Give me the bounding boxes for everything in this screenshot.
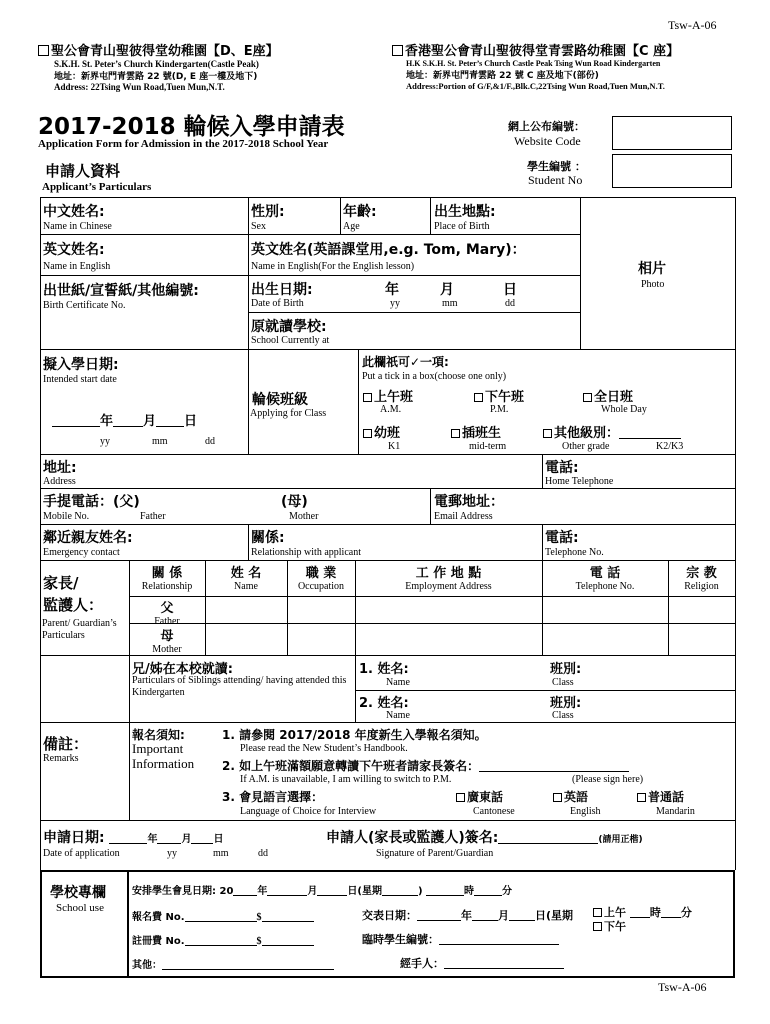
sibling2-class-en: Class (552, 710, 574, 721)
school-use-pm-checkbox[interactable] (593, 922, 602, 931)
remark-item-3-en: Language of Choice for Interview (240, 806, 377, 817)
siblings-label: 兄/姊在本校就讀: (132, 662, 233, 677)
remark-item-2: 2. 如上午班滿額願意轉讀下午班者請家長簽名： (222, 757, 629, 774)
guardian-header-telephone: 電 話 Telephone No. (575, 566, 635, 592)
school2-address-en: Address:Portion of G/F,&1/F.,Blk.C,22Tsing Wun Road,Tuen Mun,N.T. (406, 81, 665, 91)
remark-item-1-en: Please read the New Student’s Handbook. (240, 743, 408, 754)
sex-label-en: Sex (251, 221, 266, 232)
sibling1-name-label: 1. 姓名: (359, 662, 409, 677)
guardian-header-relationship: 關 係 Relationship (141, 566, 193, 592)
photo-box[interactable] (581, 198, 734, 348)
registration-fee-row[interactable]: 註冊費 No. $ (132, 932, 314, 947)
current-school-label-en: School Currently at (251, 335, 330, 346)
birth-cert-label-en: Birth Certificate No. (43, 300, 126, 311)
option-whole-day-en: Whole Day (601, 404, 647, 415)
remark-item-2-en: If A.M. is unavailable, I am willing to switch to P.M. (240, 774, 452, 785)
lang-cantonese-en: Cantonese (473, 806, 515, 817)
remark-item-2-sign: (Please sign here) (572, 774, 644, 785)
start-date-label: 擬入學日期: (43, 357, 119, 373)
option-other-grade-en: Other grade (562, 441, 610, 452)
application-date-yy: yy (167, 848, 177, 859)
school-use-label: 學校專欄 (50, 885, 106, 901)
remarks-label: 備註： (43, 735, 89, 753)
page-subtitle: Application Form for Admission in the 2017-2018 School Year (38, 138, 329, 150)
guardian-label-1: 家長/ (43, 574, 79, 592)
english-lesson-name-label: 英文姓名(英語課堂用,e.g. Tom, Mary)： (251, 242, 526, 258)
switch-pm-signature-field[interactable] (479, 759, 629, 772)
home-tel-label: 電話: (545, 460, 579, 476)
lang-cantonese[interactable]: 廣東話 (456, 788, 503, 805)
guardian-header-name: 姓 名 Name (230, 566, 262, 592)
application-date-mm: mm (213, 848, 229, 859)
guardian-header-occupation: 職 業 Occupation (297, 566, 345, 592)
emergency-tel-label-en: Telephone No. (545, 547, 604, 558)
place-of-birth-label-en: Place of Birth (434, 221, 490, 232)
school-use-am-checkbox[interactable] (593, 908, 602, 917)
mobile-label-en: Mobile No. (43, 511, 90, 522)
am-checkbox[interactable] (363, 393, 372, 402)
option-am[interactable]: 上午班 (363, 386, 413, 405)
siblings-label-en: Particulars of Siblings attending/ having attended this Kindergarten (132, 675, 347, 698)
other-grade-checkbox[interactable] (543, 429, 552, 438)
student-no-label: 學生編號 ： (527, 160, 586, 173)
sibling1-class-label: 班別: (550, 662, 582, 677)
name-chinese-label-en: Name in Chinese (43, 221, 112, 232)
dob-year: 年 (385, 282, 399, 298)
pm-checkbox[interactable] (474, 393, 483, 402)
mobile-mother-en: Mother (289, 511, 319, 522)
k1-checkbox[interactable] (363, 429, 372, 438)
mobile-mother-label: (母) (281, 494, 308, 510)
school2-name-zh: 香港聖公會青山聖彼得堂青雲路幼稚園【C 座】 (405, 44, 680, 59)
option-whole-day[interactable]: 全日班 (583, 386, 633, 405)
interview-date-row[interactable]: 安排學生會見日期: 20 年 月 日(星期 ) 時 分 (132, 882, 512, 897)
lang-mandarin[interactable]: 普通話 (637, 788, 684, 805)
guardian-header-religion: 宗 教 Religion (684, 566, 719, 592)
school1-address-en: Address: 22Tsing Wun Road,Tuen Mun,N.T. (54, 82, 225, 92)
mobile-label: 手提電話：(父) (43, 494, 140, 510)
submission-date-row[interactable]: 交表日期： 年 月 日(星期 (362, 909, 574, 922)
class-label: 輪候班級 (252, 392, 308, 408)
start-mm: mm (152, 436, 168, 447)
photo-label-en: Photo (641, 279, 665, 290)
name-english-label-en: Name in English (43, 261, 111, 272)
sex-label: 性別: (251, 204, 285, 220)
application-date[interactable]: 申請日期: 年 月 日 (43, 830, 224, 846)
whole-day-checkbox[interactable] (583, 393, 592, 402)
website-code-field[interactable] (612, 116, 732, 150)
signature-field[interactable] (498, 831, 598, 844)
start-date-label-en: Intended start date (43, 374, 117, 385)
session-am[interactable]: 上午 時 分 (593, 904, 692, 920)
birth-cert-label: 出世紙/宣誓紙/其他編號: (43, 283, 199, 299)
english-checkbox[interactable] (553, 793, 562, 802)
remarks-label-en: Remarks (43, 753, 79, 764)
option-pm-en: P.M. (490, 404, 509, 415)
important-label-en2: Information (132, 756, 195, 771)
temp-student-no-row[interactable]: 臨時學生編號： (362, 931, 559, 947)
dob-dd: dd (505, 298, 515, 309)
school2-block (392, 40, 679, 91)
dob-yy: yy (390, 298, 400, 309)
guardian-row-mother: 母 Mother (152, 629, 182, 655)
school1-checkbox[interactable] (38, 45, 49, 56)
option-mid-term-en: mid-term (469, 441, 507, 452)
section-applicant-title: 申請人資料 (45, 162, 121, 180)
emergency-tel-label: 電話: (545, 530, 579, 546)
application-date-en: Date of application (43, 848, 120, 859)
application-fee-row[interactable]: 報名費 No. $ (132, 908, 314, 923)
photo-label: 相片 (638, 261, 666, 277)
guardian-row-father: 父 Father (154, 601, 180, 627)
option-k1[interactable]: 幼班 (363, 422, 400, 441)
school1-address-zh: 地址：新界屯門青雲路 22 號(D, E 座一樓及地下) (54, 72, 258, 82)
tick-instruction: 此欄祇可✓一項: (362, 355, 449, 369)
cantonese-checkbox[interactable] (456, 793, 465, 802)
session-pm[interactable]: 下午 (593, 918, 626, 934)
address-label-en: Address (43, 476, 76, 487)
lang-english[interactable]: 英語 (553, 788, 588, 805)
guardian-label-en: Parent/ Guardian’s Particulars (42, 618, 117, 641)
website-code-label-en: Website Code (514, 134, 581, 148)
important-label: 報名須知: (132, 728, 185, 742)
emergency-contact-label-en: Emergency contact (43, 547, 120, 558)
address-label: 地址: (43, 460, 77, 476)
tick-instruction-en: Put a tick in a box(choose one only) (362, 371, 507, 382)
mandarin-checkbox[interactable] (637, 793, 646, 802)
start-yy: yy (100, 436, 110, 447)
mobile-father-en: Father (140, 511, 166, 522)
handler-row[interactable]: 經手人： (400, 955, 564, 971)
student-no-label-en: Student No (528, 173, 583, 187)
remark-item-1: 1. 請參閱 2017/2018 年度新生入學報名須知。 (222, 728, 487, 742)
age-label: 年齡: (343, 204, 377, 220)
school2-address-zh: 地址：新界屯門青雲路 22 號 C 座及地下(部份) (406, 71, 599, 81)
form-code-top: Tsw-A-06 (668, 18, 717, 32)
option-k1-en: K1 (388, 441, 401, 452)
dob-label: 出生日期: (251, 282, 313, 298)
email-label-en: Email Address (434, 511, 493, 522)
school2-name-en: H.K S.K.H. St. Peter’s Church Castle Peak Tsing Wun Road Kindergarten (406, 59, 661, 68)
signature-label-en: Signature of Parent/Guardian (376, 848, 494, 859)
guardian-label-2: 監護人： (43, 596, 104, 614)
age-label-en: Age (343, 221, 360, 232)
remark-item-3: 3. 會見語言選擇： (222, 790, 324, 804)
school1-block (38, 40, 279, 92)
start-date-fields[interactable]: 年 月 日 (52, 410, 197, 429)
dob-day: 日 (503, 282, 517, 298)
sibling1-class-en: Class (552, 677, 574, 688)
option-pm[interactable]: 下午班 (474, 386, 524, 405)
english-lesson-name-label-en: Name in English(For the English lesson) (251, 261, 415, 272)
mid-term-checkbox[interactable] (451, 429, 460, 438)
application-date-dd: dd (258, 848, 268, 859)
lang-english-en: English (570, 806, 601, 817)
option-mid-term[interactable]: 插班生 (451, 422, 501, 441)
name-chinese-label: 中文姓名: (43, 204, 105, 220)
email-label: 電郵地址： (434, 494, 504, 510)
page-title: 2017-2018 輪候入學申請表 (38, 114, 345, 140)
dob-month: 月 (440, 282, 454, 298)
dob-label-en: Date of Birth (251, 298, 304, 309)
section-applicant-subtitle: Applicant’s Particulars (42, 181, 152, 193)
signature-label: 申請人(家長或監護人)簽名: (請用正楷) (326, 830, 643, 846)
class-label-en: Applying for Class (250, 408, 327, 419)
dob-mm: mm (442, 298, 458, 309)
start-dd: dd (205, 436, 215, 447)
option-other-grade[interactable]: 其他級別： (543, 422, 681, 441)
important-label-en1: Important (132, 741, 184, 756)
place-of-birth-label: 出生地點: (434, 204, 496, 220)
sibling2-class-label: 班別: (550, 696, 582, 711)
school1-name-zh: 聖公會青山聖彼得堂幼稚園【D、E座】 (51, 44, 279, 59)
form-code-bottom: Tsw-A-06 (658, 980, 707, 994)
student-no-field[interactable] (612, 154, 732, 188)
sibling1-name-en: Name (386, 677, 410, 688)
emergency-contact-label: 鄰近親友姓名: (43, 530, 133, 546)
website-code-label: 網上公布編號： (508, 120, 585, 133)
school-use-label-en: School use (56, 902, 104, 914)
option-am-en: A.M. (380, 404, 402, 415)
current-school-label: 原就讀學校: (251, 319, 327, 335)
sibling2-name-label: 2. 姓名: (359, 696, 409, 711)
school2-checkbox[interactable] (392, 45, 403, 56)
school1-name-en: S.K.H. St. Peter’s Church Kindergarten(Castle Peak) (54, 59, 259, 69)
option-k2k3: K2/K3 (656, 441, 684, 452)
sibling2-name-en: Name (386, 710, 410, 721)
relationship-label-en: Relationship with applicant (251, 547, 361, 558)
relationship-label: 關係: (251, 530, 285, 546)
lang-mandarin-en: Mandarin (656, 806, 695, 817)
guardian-header-employment: 工 作 地 點 Employment Address (405, 566, 492, 592)
name-english-label: 英文姓名: (43, 242, 105, 258)
home-tel-label-en: Home Telephone (545, 476, 614, 487)
other-row[interactable]: 其他： (132, 956, 334, 971)
